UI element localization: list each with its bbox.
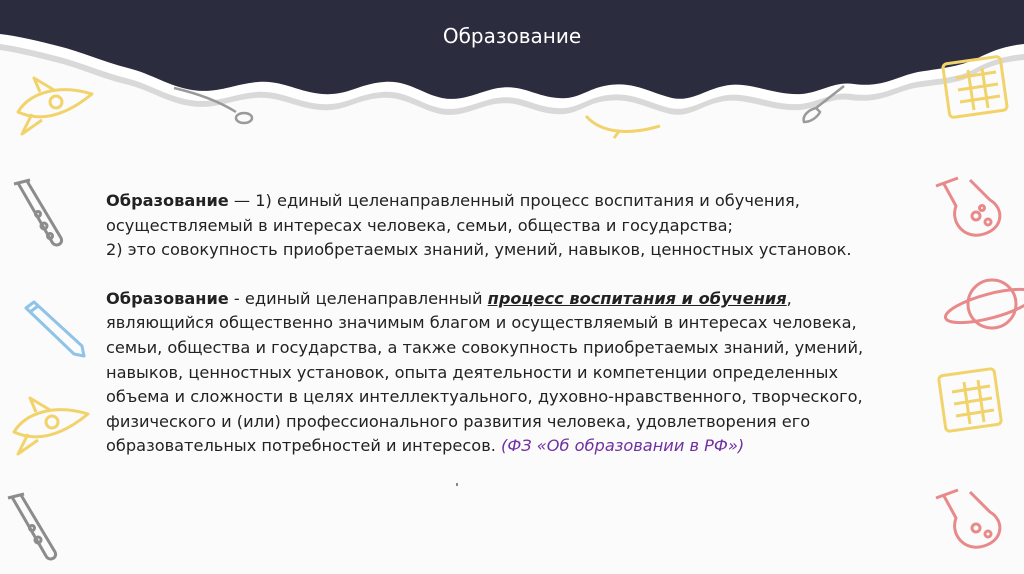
spoon-icon — [170, 80, 260, 130]
definition-1 — [106, 189, 926, 263]
definition-2-line: объема и сложности в целях интеллектуального, духовно-нравственного, творческого, — [106, 387, 863, 407]
definition-2-line: семьи, общества и государства, а также совокупность приобретаемых знаний, умений, — [106, 337, 864, 357]
definition-1-line: осуществляемый в интересах человека, семьи, общества и государства; — [106, 215, 734, 235]
definition-1-line: 2) это совокупность приобретаемых знаний, умений, навыков, ценностных установок. — [106, 240, 852, 260]
title-banner — [0, 0, 1024, 140]
pencil-icon — [20, 300, 90, 360]
definition-2-line — [106, 434, 926, 459]
definition-2-term: Образование — [106, 288, 229, 308]
slide-title: Образование — [442, 24, 582, 48]
stray-mark — [456, 483, 458, 486]
definition-1-line — [106, 189, 926, 214]
definition-2-text: образовательных потребностей и интересов. — [106, 436, 502, 456]
definition-1-term: Образование — [106, 191, 229, 210]
rocket-icon — [6, 392, 96, 462]
calculator-icon — [932, 362, 1012, 442]
definition-2-text: , — [786, 288, 792, 308]
definition-2-emphasis: процесс воспитания и обучения — [487, 288, 787, 308]
paragraph-gap — [106, 263, 926, 287]
brush-icon — [790, 82, 850, 126]
planet-icon — [940, 264, 1024, 344]
definition-2-text: - единый целенаправленный — [228, 288, 488, 308]
test-tube-icon — [2, 490, 62, 570]
rocket-icon — [10, 72, 100, 142]
flask-icon — [930, 172, 1010, 252]
definition-2-line: навыков, ценностных установок, опыта деятельности и компетенции определенных — [106, 362, 839, 382]
definitions-text — [106, 189, 926, 459]
calculator-icon — [936, 52, 1016, 122]
flask-icon — [930, 484, 1010, 564]
test-tube-icon — [8, 176, 68, 256]
definition-2-line: физического и (или) профессионального развития человека, удовлетворения его — [106, 411, 811, 431]
definition-2-line: являющийся общественно значимым благом и осуществляемый в интересах человека, — [106, 313, 857, 333]
definition-2 — [106, 287, 926, 459]
law-citation: (ФЗ «Об образовании в РФ») — [501, 436, 745, 456]
definition-2-line — [106, 287, 926, 312]
definition-1-text: — 1) единый целенаправленный процесс воспитания и обучения, — [228, 191, 800, 210]
rocket-icon — [580, 110, 670, 140]
